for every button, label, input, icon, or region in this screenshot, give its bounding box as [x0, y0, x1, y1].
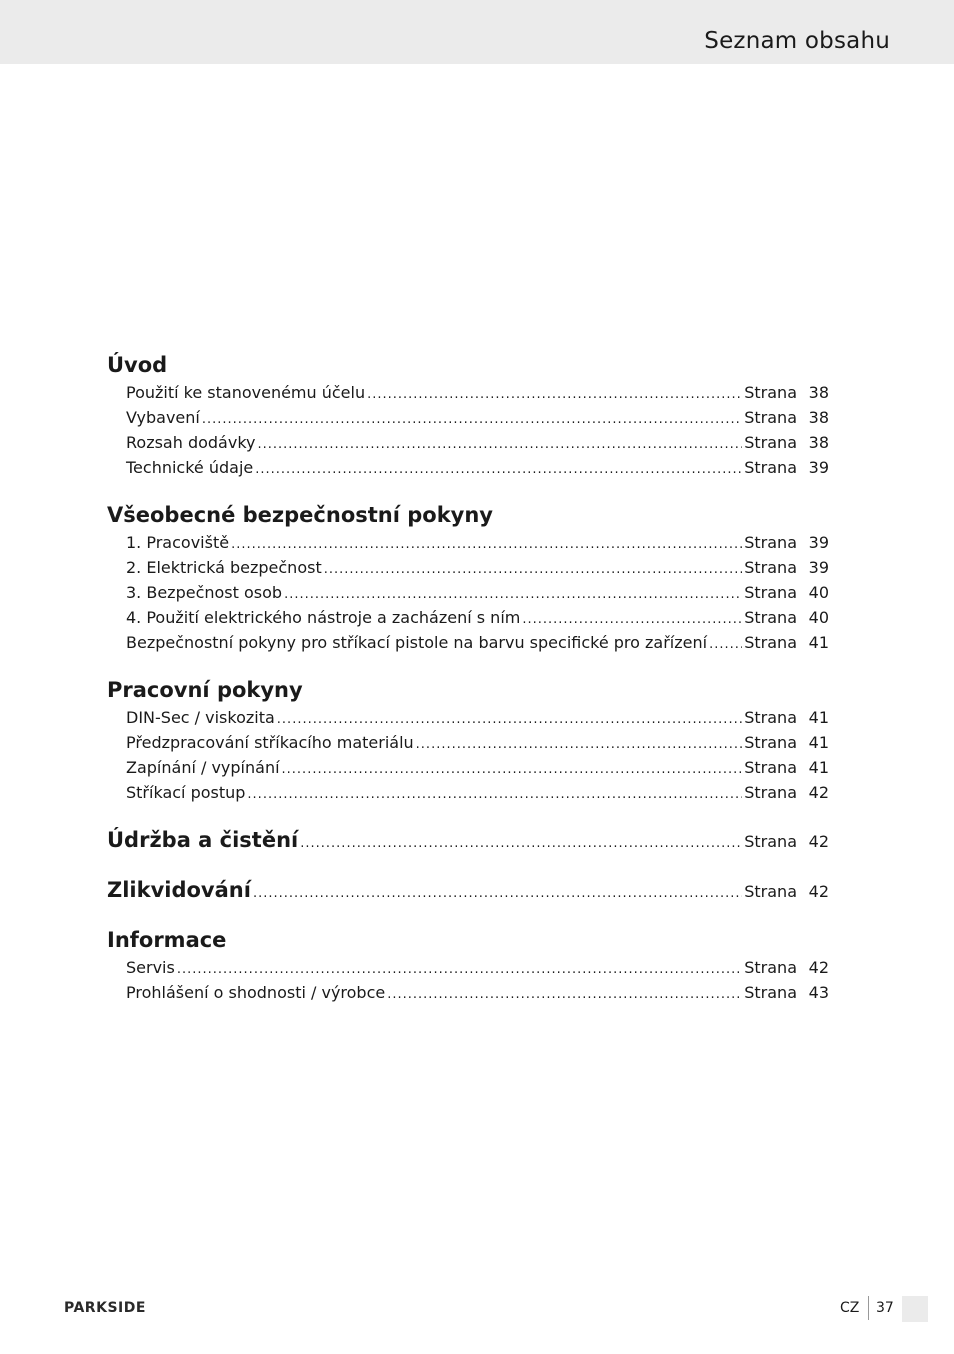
section-title: Úvod [107, 353, 168, 377]
dot-leader [300, 829, 742, 859]
entry-label: 3. Bezpečnost osob [126, 583, 283, 602]
page-reference [744, 955, 829, 980]
footer-divider [868, 1296, 869, 1320]
entry-label: Servis [126, 958, 175, 977]
entry-label: Vybavení [126, 408, 200, 427]
page-reference [744, 555, 829, 580]
page-title: Seznam obsahu [704, 28, 890, 54]
entry-label: Zapínání / vypínání [126, 758, 280, 777]
page-word: Strana [744, 758, 797, 777]
toc-section [107, 675, 829, 805]
toc-entry[interactable] [107, 580, 829, 605]
dot-leader [277, 707, 742, 732]
page-word: Strana [744, 983, 797, 1002]
page-word: Strana [744, 383, 797, 402]
dot-leader [202, 407, 742, 432]
page-number-footer: 37 [876, 1300, 894, 1316]
entry-label: DIN-Sec / viskozita [126, 708, 275, 727]
dot-leader [367, 382, 742, 407]
page-word: Strana [744, 958, 797, 977]
language-code: CZ [840, 1300, 860, 1316]
page-number: 41 [808, 708, 829, 727]
page-word: Strana [744, 533, 797, 552]
dot-leader [522, 607, 742, 632]
page-word: Strana [744, 733, 797, 752]
section-gap [107, 480, 829, 500]
toc-section-entry[interactable] [107, 875, 829, 905]
entry-label: Použití ke stanovenému účelu [126, 383, 366, 402]
page-number: 43 [808, 983, 829, 1002]
page-word: Strana [744, 408, 797, 427]
page-word: Strana [744, 708, 797, 727]
toc-section-entry[interactable] [107, 825, 829, 855]
toc-entry[interactable] [107, 430, 829, 455]
page-reference [744, 605, 829, 630]
page-word: Strana [744, 583, 797, 602]
dot-leader [709, 632, 742, 657]
page-reference [744, 877, 829, 907]
page-word: Strana [744, 558, 797, 577]
toc-entry[interactable] [107, 980, 829, 1005]
brand-logo: PARKSIDE [64, 1300, 146, 1316]
entry-label: 1. Pracoviště [126, 533, 230, 552]
toc-entry[interactable] [107, 530, 829, 555]
page-word: Strana [744, 458, 797, 477]
page-number: 38 [808, 383, 829, 402]
page-number: 41 [808, 633, 829, 652]
page-tab-marker [902, 1296, 928, 1322]
page-word: Strana [744, 633, 797, 652]
entry-label: Rozsah dodávky [126, 433, 256, 452]
section-title: Zlikvidování [107, 878, 251, 902]
page-word: Strana [744, 882, 797, 901]
section-gap [107, 655, 829, 675]
page-reference [744, 630, 829, 655]
page-reference [744, 755, 829, 780]
toc-section [107, 350, 829, 480]
page-number: 39 [808, 533, 829, 552]
toc-entry[interactable] [107, 955, 829, 980]
dot-leader [247, 782, 742, 807]
page-reference [744, 530, 829, 555]
dot-leader [177, 957, 742, 982]
dot-leader [253, 879, 742, 909]
entry-label: 2. Elektrická bezpečnost [126, 558, 322, 577]
page-reference [744, 405, 829, 430]
page-reference [744, 980, 829, 1005]
page-number: 42 [808, 783, 829, 802]
page-reference [744, 730, 829, 755]
dot-leader [231, 532, 742, 557]
entry-label: Technické údaje [126, 458, 254, 477]
page-word: Strana [744, 608, 797, 627]
toc-entry[interactable] [107, 730, 829, 755]
section-gap [107, 805, 829, 825]
dot-leader [324, 557, 743, 582]
toc-entry[interactable] [107, 605, 829, 630]
toc-entry[interactable] [107, 405, 829, 430]
dot-leader [258, 432, 743, 457]
entry-label: Prohlášení o shodnosti / výrobce [126, 983, 386, 1002]
toc-section [107, 925, 829, 1005]
entry-label: Bezpečnostní pokyny pro stříkací pistole na barvu specifické pro zařízení [126, 633, 708, 652]
page-number: 41 [808, 733, 829, 752]
page-word: Strana [744, 783, 797, 802]
entry-label: 4. Použití elektrického nástroje a zacházení s ním [126, 608, 521, 627]
page-number: 40 [808, 583, 829, 602]
page-number: 42 [808, 958, 829, 977]
page-reference [744, 455, 829, 480]
page-reference [744, 827, 829, 857]
dot-leader [282, 757, 743, 782]
page-number: 42 [808, 832, 829, 851]
toc-entry[interactable] [107, 630, 829, 655]
toc-entry[interactable] [107, 555, 829, 580]
toc-entry[interactable] [107, 380, 829, 405]
table-of-contents [107, 350, 829, 1005]
page-reference [744, 380, 829, 405]
page-reference [744, 705, 829, 730]
dot-leader [284, 582, 742, 607]
page-number: 40 [808, 608, 829, 627]
page-number: 38 [808, 433, 829, 452]
page-word: Strana [744, 832, 797, 851]
entry-label: Předzpracování stříkacího materiálu [126, 733, 414, 752]
toc-entry[interactable] [107, 755, 829, 780]
page-number: 39 [808, 458, 829, 477]
page-reference [744, 580, 829, 605]
section-title: Pracovní pokyny [107, 678, 303, 702]
page-word: Strana [744, 433, 797, 452]
toc-entry[interactable] [107, 780, 829, 805]
page-number: 42 [808, 882, 829, 901]
toc-entry[interactable] [107, 705, 829, 730]
page-reference [744, 430, 829, 455]
dot-leader [387, 982, 742, 1007]
toc-section [107, 500, 829, 655]
page-number: 38 [808, 408, 829, 427]
section-title: Informace [107, 928, 227, 952]
toc-entry[interactable] [107, 455, 829, 480]
section-title: Údržba a čistění [107, 828, 299, 852]
dot-leader [255, 457, 742, 482]
page-number: 39 [808, 558, 829, 577]
header-band [0, 0, 954, 64]
dot-leader [416, 732, 743, 757]
page-number: 41 [808, 758, 829, 777]
section-title: Všeobecné bezpečnostní pokyny [107, 503, 493, 527]
page-reference [744, 780, 829, 805]
entry-label: Stříkací postup [126, 783, 246, 802]
